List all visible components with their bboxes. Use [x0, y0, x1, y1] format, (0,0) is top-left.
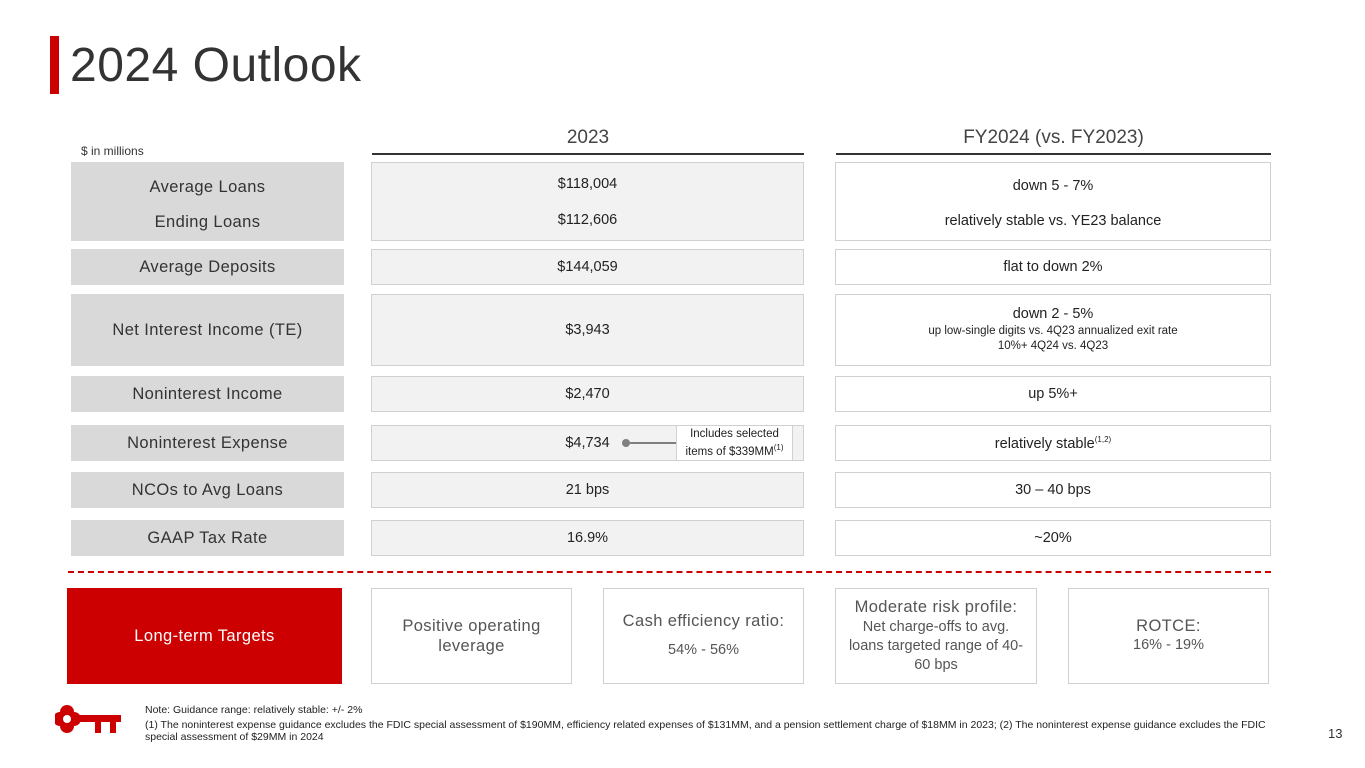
- value-loans-2023: [371, 162, 804, 241]
- value-noninterest-expense: $4,734: [371, 425, 804, 461]
- guidance-nii-4q: 10%+ 4Q24 vs. 4Q23: [997, 340, 1109, 352]
- page-title: 2024 Outlook: [70, 39, 362, 92]
- guidance-ending-loans: relatively stable vs. YE23 balance: [944, 213, 1162, 229]
- label-gaap-tax-rate: GAAP Tax Rate: [71, 520, 344, 556]
- footnote-guidance-range: Note: Guidance range: relatively stable: +/- 2%: [145, 704, 363, 716]
- label-average-loans: Average Loans: [149, 177, 266, 196]
- value-ending-loans: $112,606: [557, 211, 618, 228]
- label-average-deposits: Average Deposits: [71, 249, 344, 285]
- column-rule-fy2024: [836, 153, 1271, 155]
- label-noninterest-income: Noninterest Income: [71, 376, 344, 412]
- footnote-expense: (1) The noninterest expense guidance excludes the FDIC special assessment of $190MM, efficiency related expenses of $131MM, and a pension settlement charge of $18MM in 2023; (2) The noninterest expense guidance excludes the FDIC special assessment of $29MM in 2024: [145, 718, 1266, 743]
- target-operating-leverage-text: Positive operating leverage: [402, 617, 541, 655]
- value-average-deposits: $144,059: [371, 249, 804, 285]
- guidance-nii-main: down 2 - 5%: [1012, 306, 1094, 322]
- callout-line2: items of $339MM$^{(1)}$: [685, 443, 784, 458]
- callout-footnote-ref: (1): [773, 443, 784, 453]
- guidance-net-interest-income: [835, 294, 1271, 366]
- target-risk-profile-text: Net charge-offs to avg. loans targeted range of 40-60 bps: [848, 618, 1024, 673]
- value-ncos: 21 bps: [371, 472, 804, 508]
- guidance-noninterest-expense: [835, 425, 1271, 461]
- guidance-noninterest-income: up 5%+: [835, 376, 1271, 412]
- callout-line1: Includes selected: [690, 428, 779, 441]
- section-divider: [68, 571, 1271, 573]
- key-logo-icon: [55, 703, 123, 735]
- target-operating-leverage: [371, 588, 572, 684]
- guidance-average-deposits: flat to down 2%: [835, 249, 1271, 285]
- guidance-average-loans: down 5 - 7%: [1012, 178, 1094, 194]
- label-ncos: NCOs to Avg Loans: [71, 472, 344, 508]
- label-net-interest-income: Net Interest Income (TE): [71, 294, 344, 366]
- callout-selected-items: [676, 425, 793, 461]
- guidance-loans: [835, 162, 1271, 241]
- guidance-nie-text: relatively stable: [994, 435, 1095, 452]
- units-note: $ in millions: [81, 144, 144, 158]
- target-rotce-head: ROTCE:: [1136, 617, 1201, 635]
- column-header-2023: 2023: [566, 127, 610, 148]
- target-risk-profile: [835, 588, 1037, 684]
- value-noninterest-income: $2,470: [371, 376, 804, 412]
- guidance-ncos: 30 – 40 bps: [835, 472, 1271, 508]
- column-header-fy2024: FY2024 (vs. FY2023): [963, 127, 1144, 148]
- label-loans: [71, 162, 344, 241]
- target-rotce: [1068, 588, 1269, 684]
- target-cash-efficiency-range: 54% - 56%: [668, 642, 739, 658]
- footnotes: [145, 704, 1275, 744]
- guidance-nii-exit-rate: up low-single digits vs. 4Q23 annualized exit rate: [928, 325, 1178, 337]
- label-noninterest-expense: Noninterest Expense: [71, 425, 344, 461]
- target-risk-profile-head: Moderate risk profile:: [854, 597, 1018, 616]
- title-accent-bar: [50, 36, 59, 94]
- callout-dot: [622, 439, 630, 447]
- guidance-gaap-tax-rate: ~20%: [835, 520, 1271, 556]
- label-ending-loans: Ending Loans: [154, 212, 261, 231]
- column-rule-2023: [372, 153, 804, 155]
- guidance-nie-footnote-ref: (1,2): [1094, 434, 1112, 444]
- long-term-targets-label: Long-term Targets: [67, 588, 342, 684]
- target-rotce-range: 16% - 19%: [1133, 637, 1204, 653]
- target-cash-efficiency-head: Cash efficiency ratio:: [622, 612, 785, 630]
- page-number: 13: [1328, 726, 1343, 741]
- callout-connector: [630, 442, 676, 444]
- value-gaap-tax-rate: 16.9%: [371, 520, 804, 556]
- value-average-loans: $118,004: [557, 175, 618, 192]
- value-net-interest-income: $3,943: [371, 294, 804, 366]
- target-cash-efficiency: [603, 588, 804, 684]
